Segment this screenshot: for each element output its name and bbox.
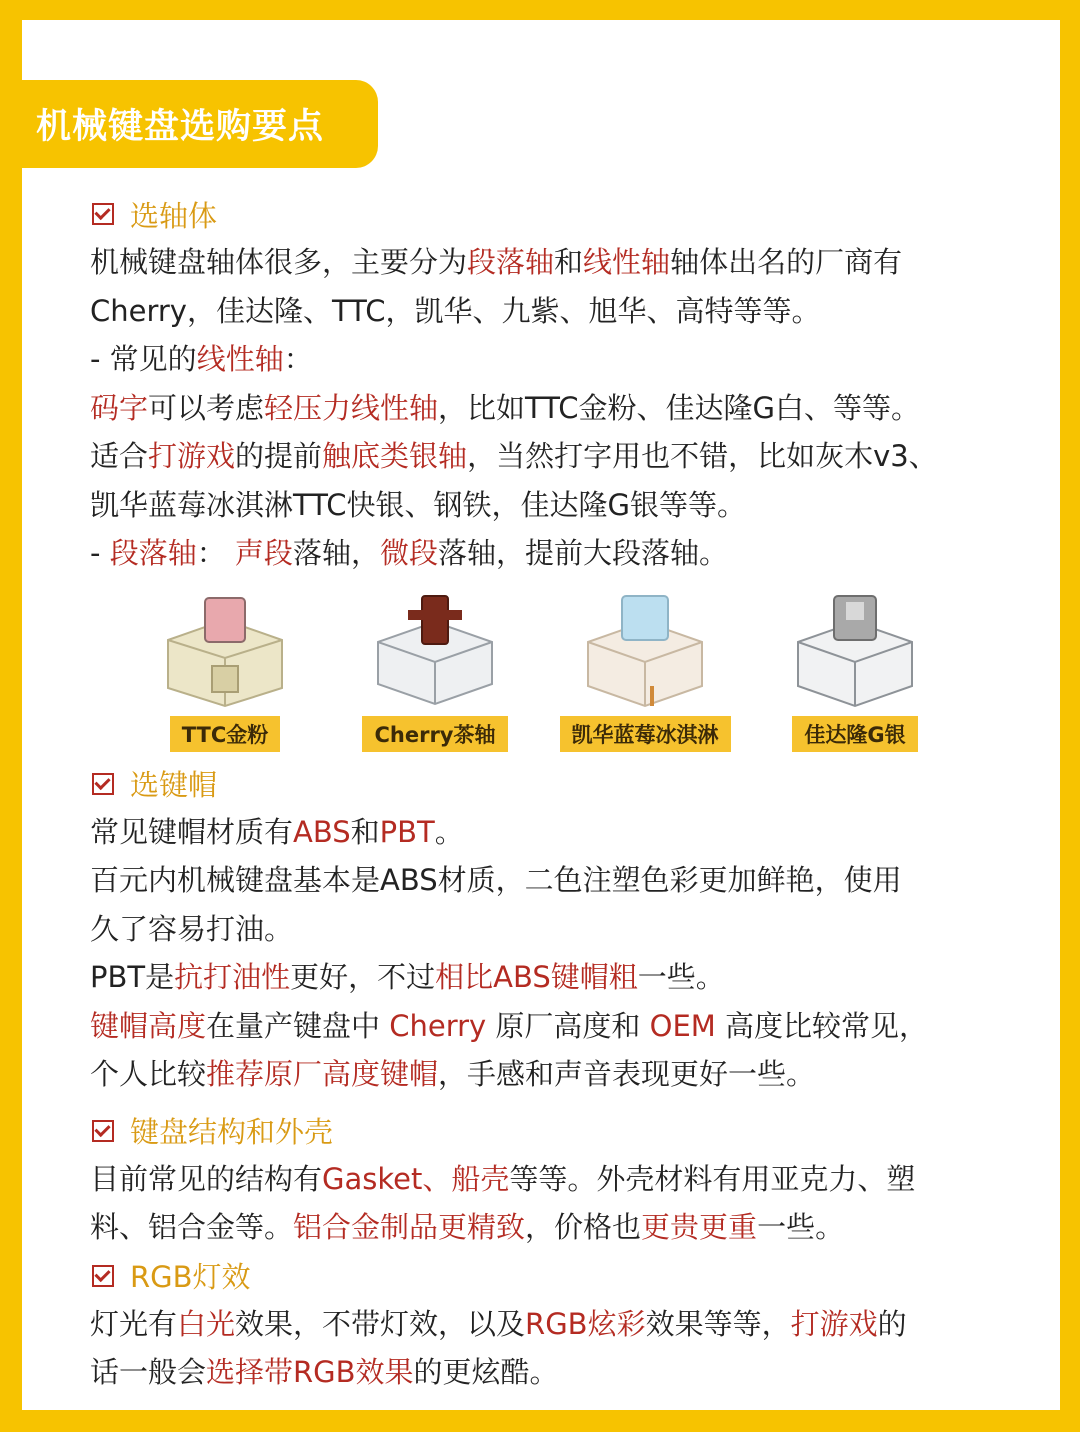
section-heading-switch: 选轴体 [90, 190, 1020, 238]
tactile-line: - 段落轴： 声段落轴，微段落轴，提前大段落轴。 [90, 536, 728, 570]
checkbox-icon [92, 1265, 114, 1287]
switch-lightblue-icon [570, 592, 720, 710]
keycap-line-6: 个人比较推荐原厂高度键帽，手感和声音表现更好一些。 [90, 1057, 816, 1091]
switch-brown-icon [360, 592, 510, 710]
page-title: 机械键盘选购要点 [36, 107, 325, 147]
switch-intro-line-2: Cherry，佳达隆、TTC，凯华、九紫、旭华、高特等等。 [90, 293, 821, 328]
rgb-line-2: 话一般会选择带RGB效果的更炫酷。 [90, 1355, 559, 1389]
keycap-line-4: PBT是抗打油性更好，不过相比ABS键帽粗一些。 [90, 960, 725, 994]
switch-intro-line: 机械键盘轴体很多，主要分为段落轴和线性轴轴体出名的厂商有 [90, 245, 903, 279]
keycap-line-5: 键帽高度在量产键盘中 Cherry 原厂高度和 OEM 高度比较常见， [90, 1008, 929, 1043]
section-heading-keycap: 选键帽 [90, 760, 1020, 808]
structure-line-1: 目前常见的结构有Gasket、船壳等等。外壳材料有用亚克力、塑 [90, 1161, 916, 1196]
checkbox-icon [92, 773, 114, 795]
switch-item-ttc [130, 592, 320, 752]
switch-image-row [130, 592, 950, 752]
title-banner [22, 80, 378, 168]
keycap-line-1: 常见键帽材质有ABS和PBT。 [90, 814, 464, 849]
keycap-line-2: 百元内机械键盘基本是ABS材质，二色注塑色彩更加鲜艳，使用 [90, 863, 902, 897]
switch-label: 凯华蓝莓冰淇淋 [560, 716, 731, 752]
section-heading-structure: 键盘结构和外壳 [90, 1107, 1020, 1155]
main-content [90, 190, 1020, 1397]
switch-label: 佳达隆G银 [792, 716, 917, 752]
checkbox-icon [92, 1120, 114, 1142]
rgb-line-1: 灯光有白光效果，不带灯效，以及RGB炫彩效果等等，打游戏的 [90, 1306, 907, 1341]
structure-line-2: 料、铝合金等。铝合金制品更精致，价格也更贵更重一些。 [90, 1210, 845, 1244]
content-card [22, 20, 1060, 1410]
switch-silver-icon [780, 592, 930, 710]
switch-item-kailh [550, 592, 740, 752]
linear-label: - 常见的线性轴： [90, 342, 313, 376]
switch-item-cherry [340, 592, 530, 752]
checkbox-icon [92, 203, 114, 225]
keycap-line-3: 久了容易打油。 [90, 911, 294, 946]
gaming-line-2: 凯华蓝莓冰淇淋TTC快银、钢铁，佳达隆G银等等。 [90, 487, 746, 522]
switch-label: TTC金粉 [170, 716, 281, 752]
switch-item-gateron [760, 592, 950, 752]
section-heading-rgb: RGB灯效 [90, 1252, 1020, 1300]
gaming-line: 适合打游戏的提前触底类银轴，当然打字用也不错，比如灰木v3、 [90, 439, 938, 473]
typing-line: 码字可以考虑轻压力线性轴，比如TTC金粉、佳达隆G白、等等。 [90, 390, 920, 425]
switch-label: Cherry茶轴 [362, 716, 507, 752]
switch-pink-icon [150, 592, 300, 710]
